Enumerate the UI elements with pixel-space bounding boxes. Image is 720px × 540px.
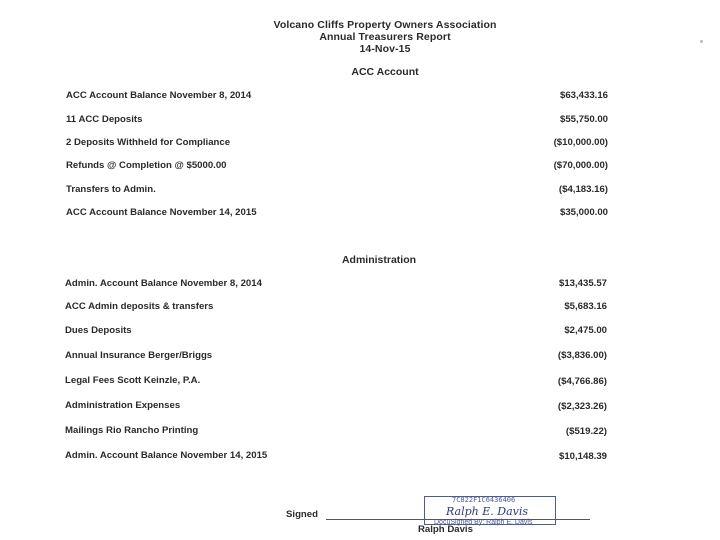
acc-row-value: $55,750.00 [559,114,608,125]
scan-speck [700,40,703,43]
admin-row-value: $10,148.39 [558,451,607,462]
admin-row-label: Mailings Rio Rancho Printing [65,425,199,436]
org-name: Volcano Cliffs Property Owners Association [273,19,497,31]
report-date: 14-Nov-15 [359,43,411,55]
admin-row-label: Administration Expenses [65,400,181,411]
admin-row-value: $2,475.00 [564,325,607,336]
signed-label: Signed [286,509,318,520]
admin-row-label: Admin. Account Balance November 14, 2015 [65,450,268,461]
docusigned-by: DocuSigned By: Ralph E. Davis [434,519,533,526]
acc-row-label: Transfers to Admin. [66,184,156,195]
printed-name: Ralph Davis [418,524,473,535]
envelope-id: 7C822F1C6436406 [452,496,516,504]
acc-row-label: 2 Deposits Withheld for Compliance [66,137,231,148]
acc-row-label: Refunds @ Completion @ $5000.00 [66,160,227,171]
acc-row-value: ($10,000.00) [553,137,608,148]
acc-row-value: ($4,183.16) [558,184,608,195]
admin-row-value: ($4,766.86) [557,376,607,387]
admin-row-label: Legal Fees Scott Keinzle, P.A. [65,375,201,386]
admin-row-label: ACC Admin deposits & transfers [65,301,214,312]
acc-row-label: 11 ACC Deposits [66,114,143,125]
admin-row-label: Admin. Account Balance November 8, 2014 [65,278,262,289]
admin-row-value: ($2,323.26) [557,401,607,412]
admin-row-value: $13,435.57 [558,278,607,289]
admin-row-value: ($519.22) [565,426,607,437]
acc-row-label: ACC Account Balance November 14, 2015 [66,207,257,218]
acc-row-label: ACC Account Balance November 8, 2014 [66,90,252,101]
admin-row-value: ($3,836.00) [557,350,607,361]
signature-script: Ralph E. Davis [446,505,529,518]
report-title: Annual Treasurers Report [319,31,451,43]
admin-row-label: Annual Insurance Berger/Briggs [65,350,213,361]
admin-section-heading: Administration [341,254,417,266]
acc-row-value: $63,433.16 [559,90,608,101]
acc-row-value: ($70,000.00) [553,160,608,171]
admin-row-value: $5,683.16 [564,301,607,312]
admin-row-label: Dues Deposits [65,325,132,336]
acc-section-heading: ACC Account [351,66,419,78]
acc-row-value: $35,000.00 [559,207,608,218]
